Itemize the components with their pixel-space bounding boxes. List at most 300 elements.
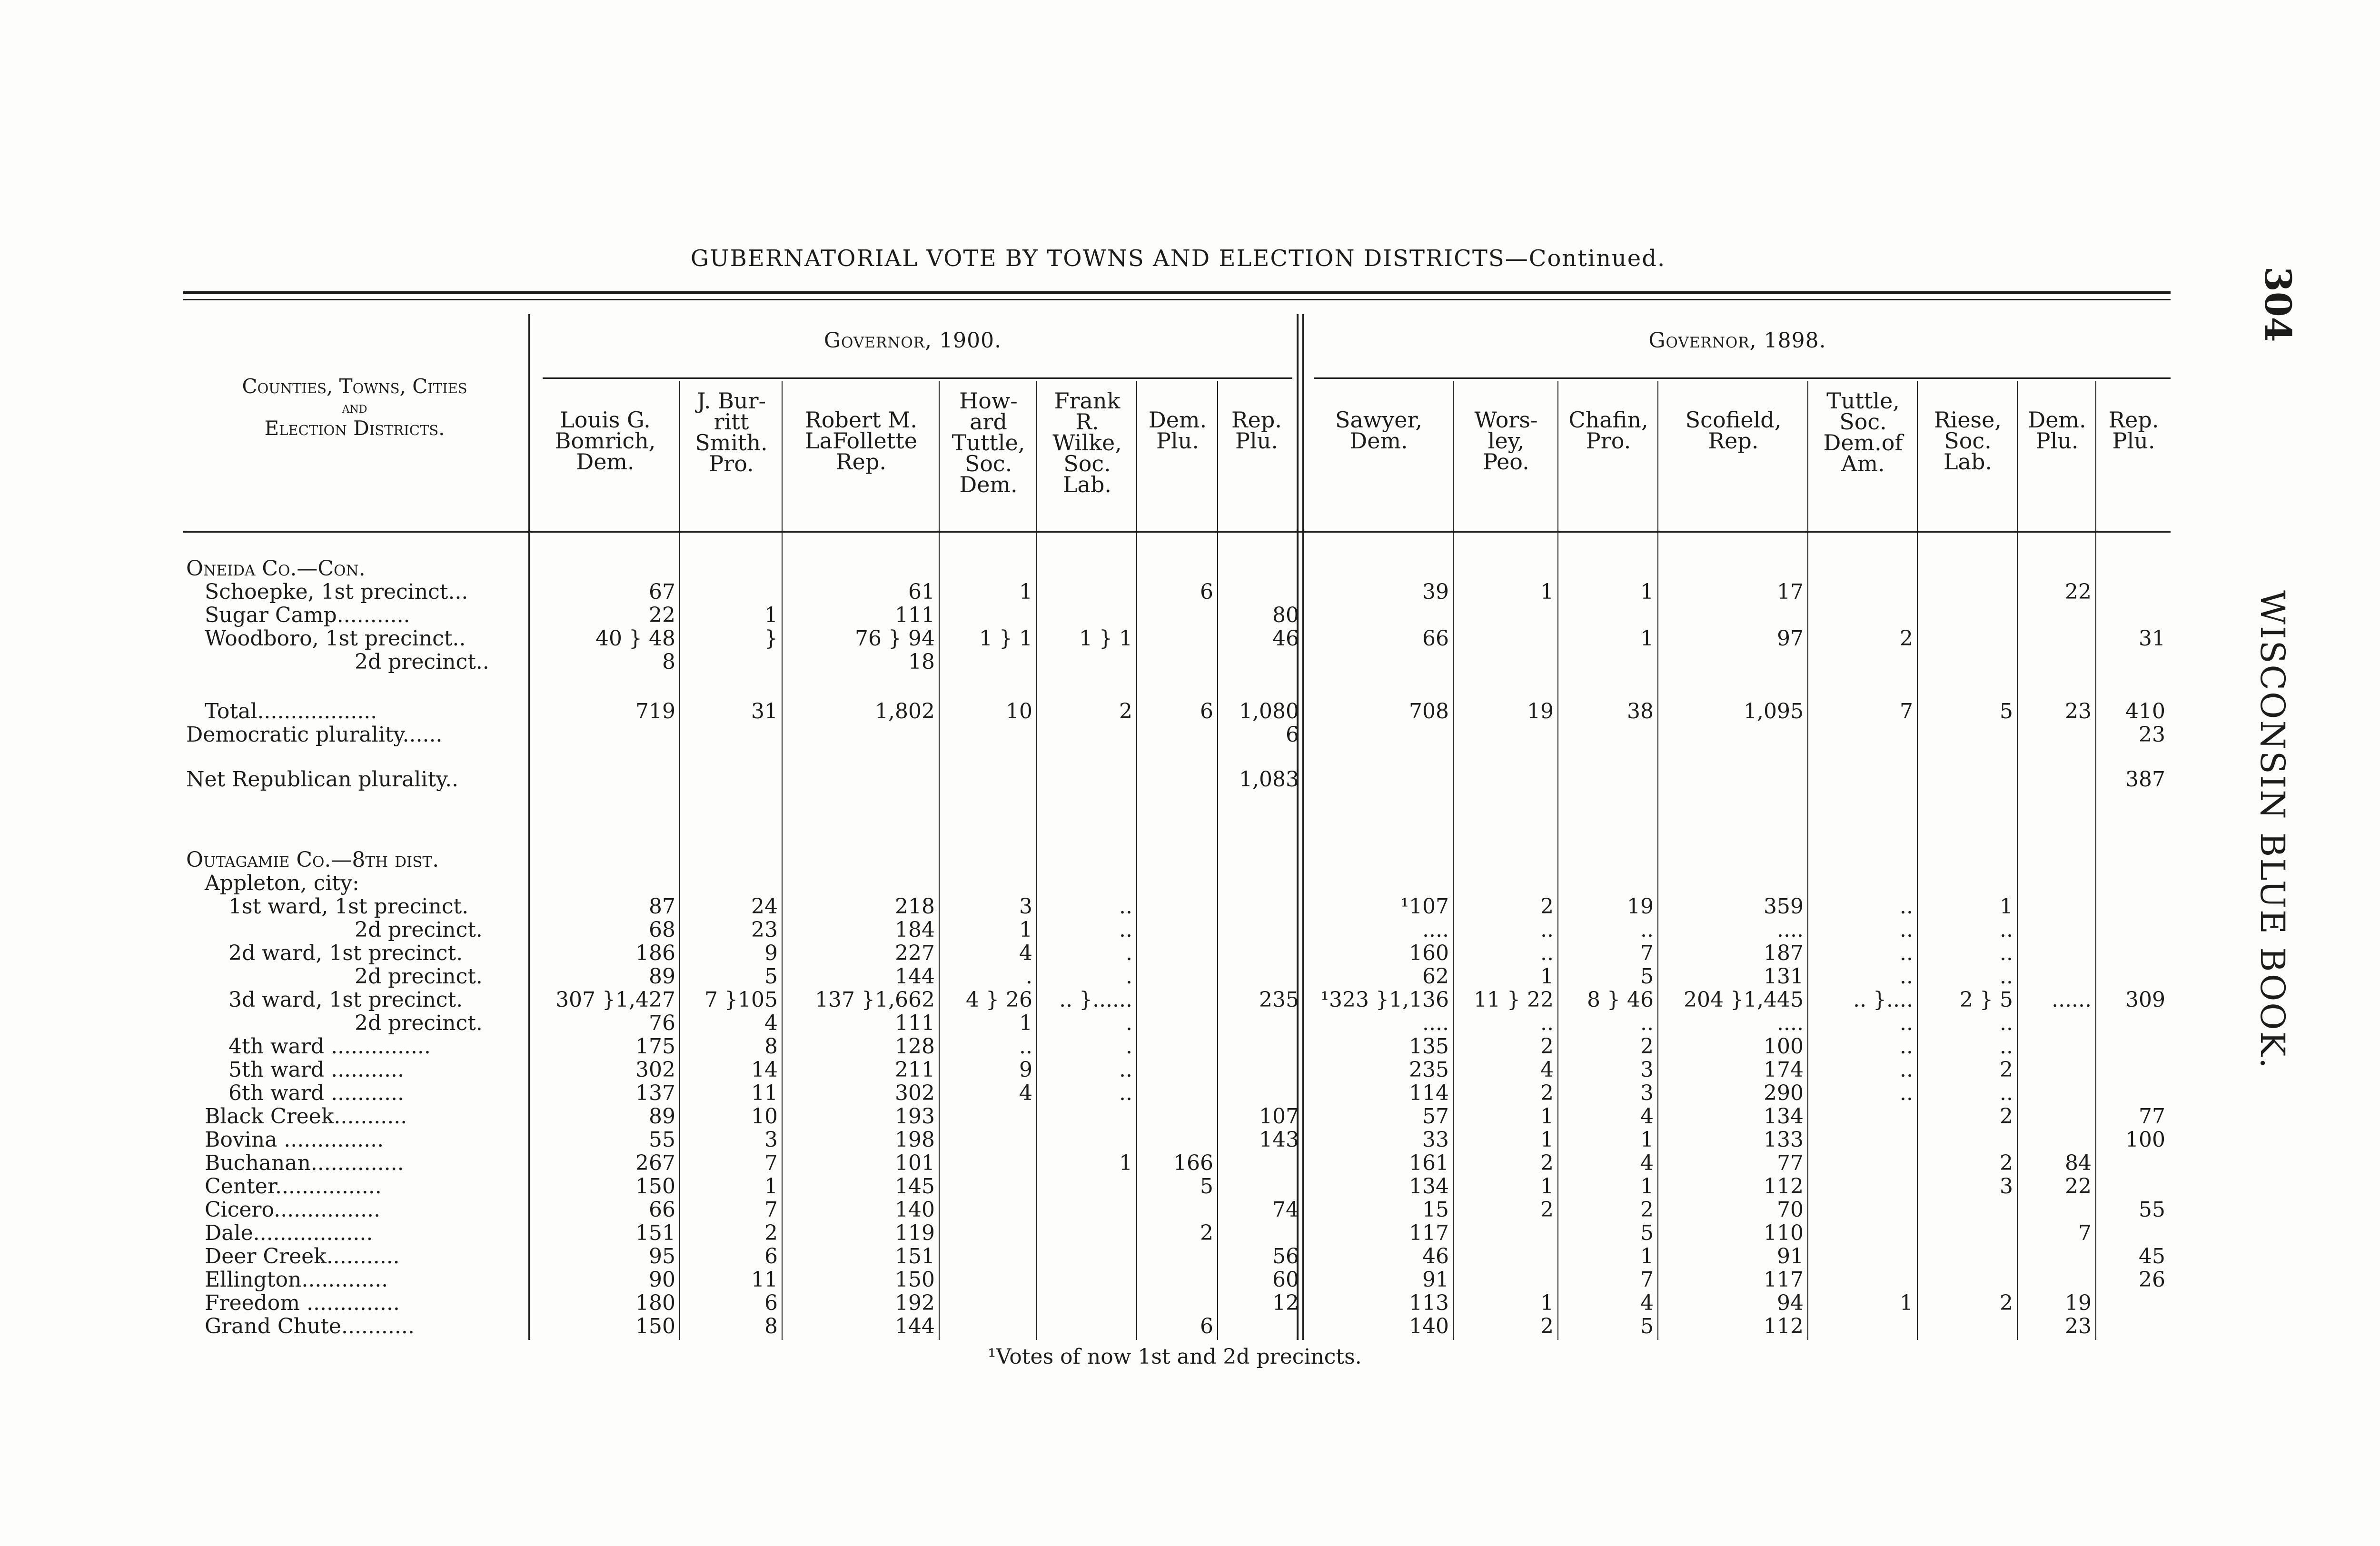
- vote-cell: [1135, 895, 1216, 918]
- vote-cell: [1135, 1081, 1216, 1105]
- vote-cell: 227: [895, 941, 935, 965]
- vote-cell: [1135, 557, 1216, 580]
- vote-cell: 14: [751, 1058, 778, 1081]
- column-header-line: Lab.: [1943, 449, 1993, 475]
- vote-cell: [1035, 1245, 1135, 1268]
- vote-cell: 1 } 1: [1079, 627, 1132, 650]
- vote-cell: 204 }1,445: [1684, 988, 1804, 1011]
- table-row: [183, 1291, 2168, 1315]
- vote-cell: [1557, 872, 1656, 895]
- vote-cell: [1806, 723, 1916, 746]
- vote-cell: ..: [1900, 918, 1913, 941]
- vote-cell: [1806, 768, 1916, 791]
- vote-cell: 5: [1640, 1221, 1654, 1245]
- vote-cell: 302: [895, 1081, 935, 1105]
- row-label: 2d precinct.: [355, 965, 483, 988]
- column-header-line: Sawyer,: [1335, 407, 1423, 433]
- table-row: [183, 580, 2168, 604]
- vote-cell: [2016, 1245, 2094, 1268]
- vote-table: [183, 557, 2168, 1338]
- column-header-line: Plu.: [1156, 428, 1199, 454]
- vote-cell: 144: [895, 1315, 935, 1338]
- vote-cell: [1135, 1105, 1216, 1128]
- vote-cell: ....: [1422, 1011, 1449, 1035]
- stub-header-line-2: and: [342, 398, 367, 416]
- vote-cell: 80: [1272, 604, 1299, 627]
- vote-cell: 40 } 48: [595, 627, 675, 650]
- vote-cell: 186: [635, 941, 675, 965]
- vote-cell: 91: [1777, 1245, 1804, 1268]
- vote-cell: [1135, 1198, 1216, 1221]
- vote-cell: [938, 1151, 1035, 1175]
- vote-cell: [2094, 918, 2168, 941]
- vote-cell: 10: [1006, 699, 1032, 723]
- vote-cell: 3: [764, 1128, 778, 1151]
- row-label: Oneida Co.—Con.: [186, 557, 366, 580]
- vote-cell: [1135, 1011, 1216, 1035]
- vote-cell: 22: [2065, 1175, 2092, 1198]
- vote-cell: 100: [1764, 1035, 1804, 1058]
- vote-cell: 23: [2065, 1315, 2092, 1338]
- vote-cell: [1035, 580, 1135, 604]
- vote-cell: [2094, 848, 2168, 872]
- vote-cell: [1035, 674, 1135, 695]
- vote-cell: 3: [1019, 895, 1032, 918]
- vote-cell: [2016, 674, 2094, 695]
- vote-cell: [2016, 1081, 2094, 1105]
- vote-cell: ..: [1119, 918, 1132, 941]
- vote-cell: 19: [2065, 1291, 2092, 1315]
- vote-cell: 5: [764, 965, 778, 988]
- vote-cell: 2: [1540, 1151, 1554, 1175]
- vote-cell: 114: [1409, 1081, 1449, 1105]
- column-header-line: R.: [1075, 409, 1099, 435]
- vote-cell: 56: [1272, 1245, 1299, 1268]
- vote-cell: 6: [764, 1245, 778, 1268]
- vote-cell: 134: [1764, 1105, 1804, 1128]
- vote-cell: [1035, 1268, 1135, 1291]
- vote-cell: [2016, 1198, 2094, 1221]
- vote-cell: 135: [1409, 1035, 1449, 1058]
- row-label: Total..................: [205, 699, 377, 723]
- vote-cell: [1135, 988, 1216, 1011]
- vote-cell: [1216, 557, 1302, 580]
- table-row: [183, 1315, 2168, 1338]
- vote-cell: 2: [2000, 1291, 2013, 1315]
- vote-cell: [2016, 1011, 2094, 1035]
- vote-cell: 5: [1640, 965, 1654, 988]
- vote-cell: ..: [1640, 918, 1654, 941]
- row-label: Freedom ..............: [205, 1291, 400, 1315]
- vote-cell: 2: [2000, 1105, 2013, 1128]
- vote-cell: [781, 557, 938, 580]
- vote-cell: 70: [1777, 1198, 1804, 1221]
- vote-cell: [781, 723, 938, 746]
- vote-cell: [1035, 650, 1135, 674]
- vote-cell: [1916, 1268, 2016, 1291]
- vote-cell: 133: [1764, 1128, 1804, 1151]
- vote-cell: [2094, 791, 2168, 848]
- column-header-line: Scofield,: [1685, 407, 1782, 433]
- vote-cell: 12: [1272, 1291, 1299, 1315]
- vote-cell: 113: [1409, 1291, 1449, 1315]
- vote-cell: [1806, 746, 1916, 768]
- vote-cell: [2016, 1105, 2094, 1128]
- group-rule-1900: [543, 377, 1292, 379]
- column-header: [1038, 390, 1137, 495]
- vote-cell: [1035, 746, 1135, 768]
- row-label: Buchanan..............: [205, 1151, 404, 1175]
- vote-cell: [1916, 604, 2016, 627]
- vote-cell: 76: [649, 1011, 675, 1035]
- vote-cell: [678, 848, 781, 872]
- column-header-line: Dem.: [959, 472, 1018, 497]
- vote-cell: [1916, 768, 2016, 791]
- vote-cell: 175: [635, 1035, 675, 1058]
- vote-cell: .: [1126, 965, 1132, 988]
- vote-cell: [2016, 872, 2094, 895]
- vote-cell: 6: [1200, 699, 1213, 723]
- column-header: [1918, 407, 2017, 475]
- column-header-line: J. Bur-: [696, 388, 766, 414]
- vote-cell: [1452, 723, 1557, 746]
- vote-cell: 45: [2139, 1245, 2165, 1268]
- row-label: Net Republican plurality..: [186, 768, 459, 791]
- vote-cell: 8: [764, 1035, 778, 1058]
- vote-cell: 11: [751, 1081, 778, 1105]
- vote-cell: ......: [2052, 988, 2092, 1011]
- table-row: [183, 965, 2168, 988]
- vote-cell: 2: [1540, 895, 1554, 918]
- vote-cell: ..: [2000, 1035, 2013, 1058]
- vote-cell: 94: [1777, 1291, 1804, 1315]
- vote-cell: [1916, 674, 2016, 695]
- vote-cell: 117: [1764, 1268, 1804, 1291]
- vote-cell: 23: [2065, 699, 2092, 723]
- vote-cell: 235: [1409, 1058, 1449, 1081]
- vote-cell: [2016, 941, 2094, 965]
- column-header: [1659, 407, 1808, 454]
- vote-cell: [1806, 650, 1916, 674]
- vote-cell: 76 } 94: [855, 627, 935, 650]
- vote-cell: [1216, 1058, 1302, 1081]
- vote-cell: ..: [1540, 1011, 1554, 1035]
- vote-cell: [1656, 557, 1806, 580]
- vote-cell: 8 } 46: [1587, 988, 1654, 1011]
- vote-cell: [1302, 872, 1452, 895]
- vote-cell: [2094, 1058, 2168, 1081]
- table-row: [183, 1245, 2168, 1268]
- vote-cell: [1452, 768, 1557, 791]
- row-label: Sugar Camp...........: [205, 604, 410, 627]
- vote-cell: [1452, 627, 1557, 650]
- vote-cell: [938, 1291, 1035, 1315]
- vote-cell: [1557, 650, 1656, 674]
- vote-cell: 3: [1640, 1058, 1654, 1081]
- vote-cell: 95: [649, 1245, 675, 1268]
- spacer-row: [183, 746, 2168, 768]
- vote-cell: [1035, 1291, 1135, 1315]
- column-header-line: Tuttle,: [952, 430, 1025, 456]
- vote-cell: 1: [2000, 895, 2013, 918]
- column-header-line: Lab.: [1062, 472, 1112, 497]
- vote-cell: [678, 674, 781, 695]
- page-title: GUBERNATORIAL VOTE BY TOWNS AND ELECTION DISTRICTS—Continued.: [690, 245, 1666, 272]
- row-label: 1st ward, 1st precinct.: [228, 895, 469, 918]
- vote-cell: 61: [908, 580, 935, 604]
- row-label: Democratic plurality......: [186, 723, 443, 746]
- vote-cell: [1452, 872, 1557, 895]
- row-label: 5th ward ...........: [228, 1058, 404, 1081]
- vote-cell: 2: [2000, 1151, 2013, 1175]
- vote-cell: [1806, 791, 1916, 848]
- vote-cell: [1557, 604, 1656, 627]
- vote-cell: 97: [1777, 627, 1804, 650]
- vote-cell: 111: [895, 604, 935, 627]
- vote-cell: 2 } 5: [1960, 988, 2013, 1011]
- vote-cell: 1: [1019, 1011, 1032, 1035]
- vote-cell: 4: [1019, 941, 1032, 965]
- column-header-line: Dem.: [1349, 428, 1408, 454]
- vote-cell: [1806, 580, 1916, 604]
- vote-cell: [1806, 1315, 1916, 1338]
- column-header-line: Wilke,: [1052, 430, 1122, 456]
- vote-cell: 1: [1019, 580, 1032, 604]
- vote-cell: 7: [1900, 699, 1913, 723]
- vote-cell: [1035, 1198, 1135, 1221]
- vote-cell: 31: [2139, 627, 2165, 650]
- group-rule-1898: [1314, 377, 2171, 379]
- vote-cell: [1557, 768, 1656, 791]
- vote-cell: [1216, 1221, 1302, 1245]
- column-header-line: Rep.: [2108, 407, 2159, 433]
- vote-cell: 290: [1764, 1081, 1804, 1105]
- vote-cell: ..: [2000, 1011, 2013, 1035]
- vote-cell: 184: [895, 918, 935, 941]
- vote-cell: [1916, 791, 2016, 848]
- vote-cell: ..: [1900, 1081, 1913, 1105]
- table-row: [183, 872, 2168, 895]
- vote-cell: [1916, 1315, 2016, 1338]
- column-header-line: Am.: [1841, 451, 1885, 476]
- vote-cell: 166: [1173, 1151, 1213, 1175]
- vote-cell: [1135, 746, 1216, 768]
- vote-cell: [1302, 746, 1452, 768]
- vote-cell: 2: [1540, 1198, 1554, 1221]
- vote-cell: 1,095: [1744, 699, 1804, 723]
- vote-cell: [1302, 768, 1452, 791]
- vote-cell: [1557, 746, 1656, 768]
- vote-cell: 1 } 1: [979, 627, 1032, 650]
- vote-cell: ..: [1119, 1058, 1132, 1081]
- column-header-line: Soc.: [1063, 451, 1111, 476]
- vote-cell: [1035, 1175, 1135, 1198]
- vote-cell: 7: [764, 1151, 778, 1175]
- vote-cell: .: [1126, 1011, 1132, 1035]
- vote-cell: 1: [1019, 918, 1032, 941]
- vote-cell: [2094, 1035, 2168, 1058]
- vote-cell: 2: [1540, 1315, 1554, 1338]
- column-header-line: Dem.: [576, 449, 635, 475]
- vote-cell: 100: [2125, 1128, 2165, 1151]
- vote-cell: [1035, 604, 1135, 627]
- row-label: 2d ward, 1st precinct.: [228, 941, 463, 965]
- vote-cell: [1916, 746, 2016, 768]
- column-header-line: Pro.: [1586, 428, 1631, 454]
- column-header-line: Peo.: [1483, 449, 1529, 475]
- column-header-line: Soc.: [964, 451, 1012, 476]
- vote-cell: 77: [1777, 1151, 1804, 1175]
- vote-cell: [1806, 1175, 1916, 1198]
- vote-cell: [1656, 746, 1806, 768]
- vote-cell: [2016, 768, 2094, 791]
- vote-cell: 107: [1259, 1105, 1299, 1128]
- vote-cell: 11: [751, 1268, 778, 1291]
- vote-cell: [1035, 1221, 1135, 1245]
- vote-cell: [938, 1198, 1035, 1221]
- vote-cell: 26: [2139, 1268, 2165, 1291]
- vote-cell: 174: [1764, 1058, 1804, 1081]
- column-header-line: Riese,: [1934, 407, 2002, 433]
- column-header: [2097, 407, 2171, 454]
- column-header-line: Dem.: [1148, 407, 1207, 433]
- table-row: [183, 768, 2168, 791]
- vote-cell: 55: [649, 1128, 675, 1151]
- vote-cell: [2016, 746, 2094, 768]
- group-header-1900: Governor, 1900.: [823, 328, 1002, 353]
- vote-cell: [1135, 1245, 1216, 1268]
- vote-cell: [1216, 918, 1302, 941]
- vote-cell: [528, 768, 678, 791]
- vote-cell: [1916, 848, 2016, 872]
- vote-cell: 1: [1640, 627, 1654, 650]
- vote-cell: [2094, 895, 2168, 918]
- vote-cell: [1557, 557, 1656, 580]
- vote-cell: [1452, 848, 1557, 872]
- vote-cell: [528, 848, 678, 872]
- vote-cell: 3: [2000, 1175, 2013, 1198]
- stub-header-line-1: Counties, Towns, Cities: [242, 375, 467, 398]
- row-label: 2d precinct.: [355, 918, 483, 941]
- column-header: [783, 407, 939, 475]
- vote-cell: [1135, 1058, 1216, 1081]
- column-header-line: Frank: [1054, 388, 1121, 414]
- vote-cell: 74: [1272, 1198, 1299, 1221]
- footnote: ¹Votes of now 1st and 2d precincts.: [988, 1345, 1362, 1369]
- vote-cell: [1656, 872, 1806, 895]
- vote-cell: [2094, 746, 2168, 768]
- vote-cell: 2: [1119, 699, 1132, 723]
- vote-cell: [1302, 604, 1452, 627]
- vote-cell: 84: [2065, 1151, 2092, 1175]
- column-header-line: Soc.: [1839, 409, 1887, 435]
- vote-cell: 1: [1900, 1291, 1913, 1315]
- vote-cell: [1135, 650, 1216, 674]
- vote-cell: 1: [1640, 1175, 1654, 1198]
- vote-cell: [678, 746, 781, 768]
- vote-cell: [1035, 723, 1135, 746]
- vote-cell: [1216, 580, 1302, 604]
- vote-cell: 151: [635, 1221, 675, 1245]
- vote-cell: 8: [764, 1315, 778, 1338]
- vote-cell: [1135, 1291, 1216, 1315]
- vote-cell: [1035, 1128, 1135, 1151]
- vote-cell: ....: [1777, 1011, 1804, 1035]
- vote-cell: 140: [895, 1198, 935, 1221]
- vote-cell: 193: [895, 1105, 935, 1128]
- vote-cell: [938, 1128, 1035, 1151]
- vote-cell: 1: [1540, 965, 1554, 988]
- vote-cell: [1916, 650, 2016, 674]
- vote-cell: [1916, 1128, 2016, 1151]
- vote-cell: 140: [1409, 1315, 1449, 1338]
- vote-cell: [1216, 872, 1302, 895]
- vote-cell: [2016, 723, 2094, 746]
- vote-cell: ..: [2000, 941, 2013, 965]
- table-row: [183, 1151, 2168, 1175]
- vote-cell: [1302, 674, 1452, 695]
- vote-cell: [1035, 791, 1135, 848]
- vote-cell: 387: [2125, 768, 2165, 791]
- vote-cell: 7: [1640, 941, 1654, 965]
- vote-cell: 359: [1764, 895, 1804, 918]
- vote-cell: 66: [1422, 627, 1449, 650]
- vote-cell: 151: [895, 1245, 935, 1268]
- table-row: [183, 1198, 2168, 1221]
- spacer-row: [183, 791, 2168, 848]
- total-row: [183, 695, 2168, 723]
- vote-cell: 144: [895, 965, 935, 988]
- header-bottom-rule: [183, 531, 2171, 533]
- vote-cell: [1916, 872, 2016, 895]
- vote-cell: [1216, 1081, 1302, 1105]
- vote-cell: 6: [1200, 580, 1213, 604]
- vote-cell: [1216, 848, 1302, 872]
- vote-cell: [1452, 746, 1557, 768]
- column-header-line: LaFollette: [805, 428, 917, 454]
- row-label: Grand Chute...........: [205, 1315, 415, 1338]
- vote-cell: 11 } 22: [1474, 988, 1554, 1011]
- vote-cell: 1: [764, 1175, 778, 1198]
- vote-cell: ..: [2000, 918, 2013, 941]
- vote-cell: ..: [1540, 918, 1554, 941]
- column-header: [1454, 407, 1558, 475]
- vote-cell: [2094, 1081, 2168, 1105]
- vote-cell: [678, 580, 781, 604]
- vote-cell: 180: [635, 1291, 675, 1315]
- vote-cell: ....: [1777, 918, 1804, 941]
- vote-cell: 4: [764, 1011, 778, 1035]
- vote-cell: [1216, 895, 1302, 918]
- vote-cell: 19: [1627, 895, 1654, 918]
- vote-cell: 161: [1409, 1151, 1449, 1175]
- vote-cell: 4: [1640, 1291, 1654, 1315]
- row-label: 3d ward, 1st precinct.: [228, 988, 463, 1011]
- spacer-row: [183, 674, 2168, 695]
- row-label: Ellington.............: [205, 1268, 388, 1291]
- vote-cell: [1216, 1035, 1302, 1058]
- vote-cell: 77: [2139, 1105, 2165, 1128]
- vote-cell: 55: [2139, 1198, 2165, 1221]
- vote-cell: 211: [895, 1058, 935, 1081]
- vote-cell: 1: [1540, 1291, 1554, 1315]
- vote-cell: 2: [1640, 1035, 1654, 1058]
- vote-cell: 150: [895, 1268, 935, 1291]
- top-double-rule-a: [183, 291, 2171, 294]
- row-label: Black Creek...........: [205, 1105, 407, 1128]
- vote-cell: 150: [635, 1175, 675, 1198]
- vote-cell: [2016, 848, 2094, 872]
